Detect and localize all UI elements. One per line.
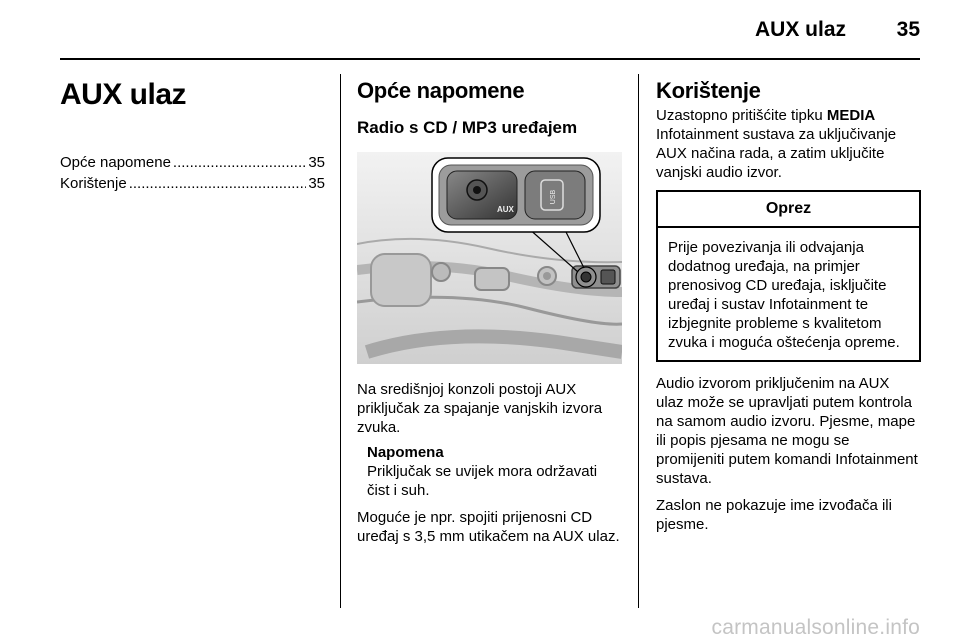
- table-of-contents: [60, 152, 325, 194]
- usb-port-label: USB: [550, 189, 557, 205]
- section-title-usage: Korištenje: [656, 78, 761, 103]
- section-title-general: Opće napomene: [357, 78, 525, 103]
- toc-leader-dots: [173, 152, 306, 173]
- column-divider-1: [340, 74, 341, 608]
- note-text: Priključak se uvijek mora održavati čist i suh.: [367, 463, 598, 499]
- toc-leader-dots: [129, 173, 307, 194]
- page-number: 35: [896, 18, 920, 41]
- column-divider-2: [638, 74, 639, 608]
- usage-text-b: Infotainment sustava za uključivanje AUX načina rada, a zatim uključite vanjski audio izvor.: [656, 126, 897, 181]
- caution-text: Prije povezivanja ili odvajanja dodatnog uređaja, na primjer prenosivog CD uređaja, isključite uređaj i sustav Infotainment te izbjegnite probleme s kvalitetom zvuka i moguća oštećenja opreme.: [668, 239, 900, 351]
- toc-item-general[interactable]: [60, 152, 325, 173]
- header-rule: [60, 58, 920, 60]
- toc-item-page: 35: [308, 154, 325, 171]
- general-paragraph-1: Na središnjoj konzoli postoji AUX priključak za spajanje vanjskih izvora zvuka.: [357, 381, 603, 436]
- header-title: AUX ulaz: [754, 18, 846, 41]
- usage-column: [656, 74, 921, 534]
- usage-paragraph-1: [656, 106, 921, 182]
- chapter-title: AUX ulaz: [60, 78, 187, 111]
- toc-item-label: Korištenje: [60, 175, 127, 192]
- usage-paragraph-3: Zaslon ne pokazuje ime izvođača ili pjesme.: [656, 497, 892, 533]
- watermark: carmanualsonline.info: [711, 616, 920, 639]
- general-paragraph-2: Moguće je npr. spojiti prijenosni CD uređaj s 3,5 mm utikačem na AUX ulaz.: [357, 509, 620, 545]
- toc-item-usage[interactable]: [60, 173, 325, 194]
- caution-title: Oprez: [658, 192, 919, 228]
- subsection-title: Radio s CD / MP3 uređajem: [357, 118, 578, 137]
- media-button-label: MEDIA: [826, 107, 876, 124]
- toc-item-page: 35: [308, 175, 325, 192]
- caution-box: [656, 190, 921, 362]
- note-box: [367, 443, 622, 500]
- toc-column: [60, 74, 325, 194]
- toc-item-label: Opće napomene: [60, 154, 171, 171]
- aux-port-illustration: [357, 152, 622, 364]
- aux-port-label: AUX: [497, 205, 514, 214]
- usage-paragraph-2: Audio izvorom priključenim na AUX ulaz može se upravljati putem kontrola na samom audio izvoru. Pjesme, mape ili popis pjesama ne mogu se promijeniti putem komandi Infotainment sustava.: [656, 375, 918, 487]
- general-notes-column: [357, 74, 622, 546]
- usage-text-a: Uzastopno pritišćite tipku: [656, 107, 827, 124]
- note-title: Napomena: [367, 444, 444, 461]
